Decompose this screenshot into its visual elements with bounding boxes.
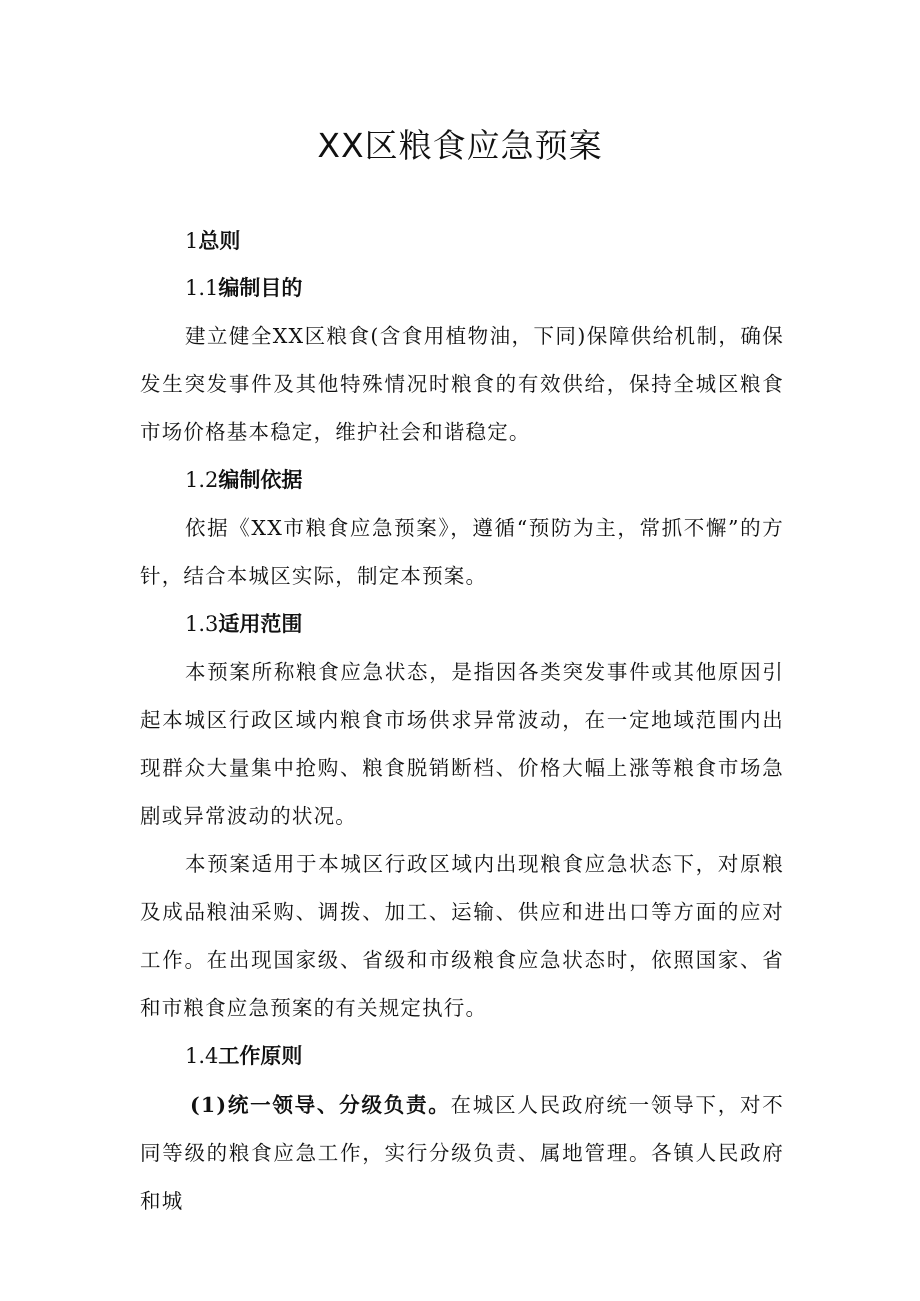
paragraph-purpose: 建立健全XX区粮食(含食用植物油，下同)保障供给机制，确保发生突发事件及其他特殊情况时粮食的有效供给，保持全城区粮食市场价格基本稳定，维护社会和谐稳定。	[140, 324, 784, 444]
section-heading-1-2	[185, 465, 302, 495]
section-title: 总则	[198, 228, 241, 253]
document-title: XX区粮食应急预案	[317, 126, 603, 165]
section-number: 1	[185, 229, 199, 253]
section-title: 工作原则	[218, 1043, 303, 1068]
paragraph-scope-definition: 本预案所称粮食应急状态，是指因各类突发事件或其他原因引起本城区行政区域内粮食市场供求异常波动，在一定地域范围内出现群众大量集中抢购、粮食脱销断档、价格大幅上涨等粮食市场急剧或异常波动的状况。	[140, 660, 784, 828]
paragraph-basis: 依据《XX市粮食应急预案》，遵循“预防为主，常抓不懈”的方针，结合本城区实际，制定本预案。	[140, 516, 784, 588]
section-number: 1.3	[185, 612, 219, 636]
principle-body: 在城区人民政府统一领导下，对不同等级的粮食应急工作，实行分级负责、属地管理。各镇人民政府和城	[140, 1093, 785, 1213]
paragraph-scope-application: 本预案适用于本城区行政区域内出现粮食应急状态下，对原粮及成品粮油采购、调拨、加工、运输、供应和进出口等方面的应对工作。在出现国家级、省级和市级粮食应急状态时，依照国家、省和市粮食应急预案的有关规定执行。	[140, 852, 784, 1020]
section-heading-1-4	[185, 1041, 302, 1071]
section-number: 1.1	[185, 276, 219, 300]
paragraph-principle-1	[140, 1081, 784, 1225]
section-heading-1-1	[185, 273, 302, 303]
section-title: 编制依据	[218, 467, 303, 492]
section-heading-1-3	[185, 609, 302, 639]
section-heading-1	[185, 226, 240, 256]
principle-lead: (1)统一领导、分级负责。	[190, 1093, 451, 1117]
section-number: 1.2	[185, 468, 219, 492]
section-title: 编制目的	[218, 275, 303, 300]
section-title: 适用范围	[218, 611, 303, 636]
section-number: 1.4	[185, 1044, 219, 1068]
